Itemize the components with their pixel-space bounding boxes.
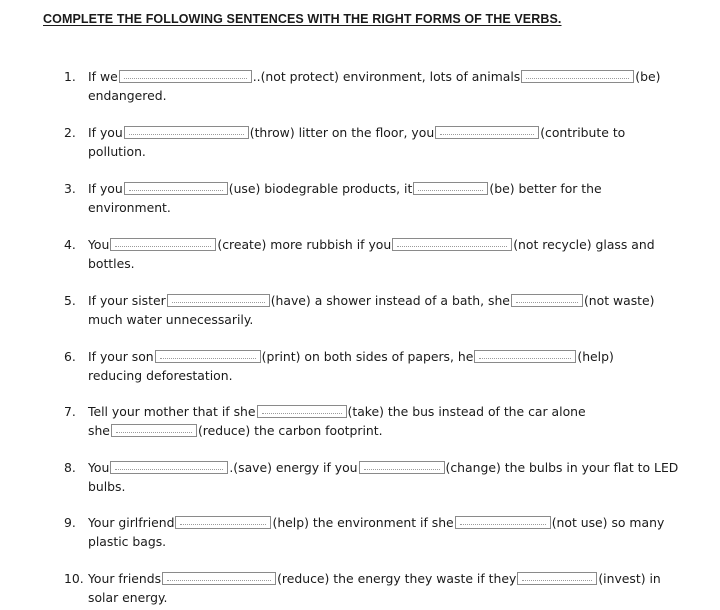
sentence-text: You [88, 237, 110, 252]
sentence-text: Your friends [88, 571, 162, 586]
sentence-text: If you [88, 125, 123, 140]
sentence-text: (reduce) the energy they waste if they [277, 571, 517, 586]
item-number: 1. [64, 69, 76, 84]
worksheet-title: COMPLETE THE FOLLOWING SENTENCES WITH THE RIGHT FORMS OF THE VERBS. [43, 12, 562, 26]
sentence-text: If you [88, 181, 123, 196]
sentence-text: (have) a shower instead of a bath, she [270, 293, 510, 308]
answer-blank-3a[interactable] [124, 182, 228, 195]
sentence-continuation: solar energy. [88, 590, 168, 605]
item-number: 9. [64, 515, 76, 530]
sentence-text: (invest) in [598, 571, 661, 586]
answer-blank-5a[interactable] [167, 294, 270, 307]
sentence-text: (throw) litter on the floor, you [249, 125, 435, 140]
answer-blank-4a[interactable] [110, 238, 216, 251]
answer-blank-2b[interactable] [435, 126, 539, 139]
sentence-continuation: reducing deforestation. [88, 368, 233, 383]
answer-blank-1b[interactable] [521, 70, 634, 83]
sentence-text: Your girlfriend [88, 515, 175, 530]
item-number: 4. [64, 237, 76, 252]
sentence-continuation: pollution. [88, 144, 146, 159]
item-number: 8. [64, 460, 76, 475]
sentence-text: If we [88, 69, 118, 84]
item-number: 6. [64, 349, 76, 364]
sentence-text: ..(not protect) environment, lots of animals [252, 69, 521, 84]
sentence-text: (not waste) [583, 293, 655, 308]
answer-blank-10a[interactable] [162, 572, 276, 585]
answer-blank-9a[interactable] [175, 516, 271, 529]
item-number: 5. [64, 293, 76, 308]
answer-blank-5b[interactable] [511, 294, 583, 307]
answer-blank-8a[interactable] [110, 461, 228, 474]
sentence-text: (take) the bus instead of the car alone [347, 404, 586, 419]
answer-blank-2a[interactable] [124, 126, 249, 139]
sentence-text: (change) the bulbs in your flat to LED [445, 460, 679, 475]
answer-blank-4b[interactable] [392, 238, 512, 251]
sentence-text: she [88, 423, 110, 438]
answer-blank-7b[interactable] [111, 424, 197, 437]
sentence-continuation: endangered. [88, 88, 167, 103]
answer-blank-6b[interactable] [474, 350, 576, 363]
sentence-text: If your son [88, 349, 154, 364]
answer-blank-1a[interactable] [119, 70, 252, 83]
item-number: 7. [64, 404, 76, 419]
answer-blank-9b[interactable] [455, 516, 551, 529]
sentence-text: (not use) so many [551, 515, 665, 530]
answer-blank-8b[interactable] [359, 461, 445, 474]
sentence-text: (contribute to [540, 125, 626, 140]
answer-blank-7a[interactable] [257, 405, 347, 418]
sentence-continuation: much water unnecessarily. [88, 312, 254, 327]
sentence-text: .(save) energy if you [229, 460, 358, 475]
sentence-text: Tell your mother that if she [88, 404, 256, 419]
sentence-text: You [88, 460, 110, 475]
answer-blank-3b[interactable] [413, 182, 488, 195]
item-number: 3. [64, 181, 76, 196]
item-number: 10. [64, 571, 84, 586]
sentence-text: (help) [577, 349, 614, 364]
sentence-text: (print) on both sides of papers, he [261, 349, 474, 364]
sentence-text: (reduce) the carbon footprint. [197, 423, 383, 438]
item-number: 2. [64, 125, 76, 140]
sentence-continuation: environment. [88, 200, 171, 215]
sentence-text: (create) more rubbish if you [217, 237, 392, 252]
sentence-text: (be) [635, 69, 661, 84]
answer-blank-6a[interactable] [155, 350, 261, 363]
sentence-text: (use) biodegrable products, it [228, 181, 413, 196]
sentence-text: (help) the environment if she [272, 515, 454, 530]
sentence-text: (be) better for the [489, 181, 602, 196]
sentence-text: (not recycle) glass and [513, 237, 655, 252]
sentence-text: If your sister [88, 293, 166, 308]
sentence-continuation: bulbs. [88, 479, 126, 494]
answer-blank-10b[interactable] [517, 572, 597, 585]
sentence-continuation: plastic bags. [88, 534, 167, 549]
sentence-continuation: bottles. [88, 256, 135, 271]
